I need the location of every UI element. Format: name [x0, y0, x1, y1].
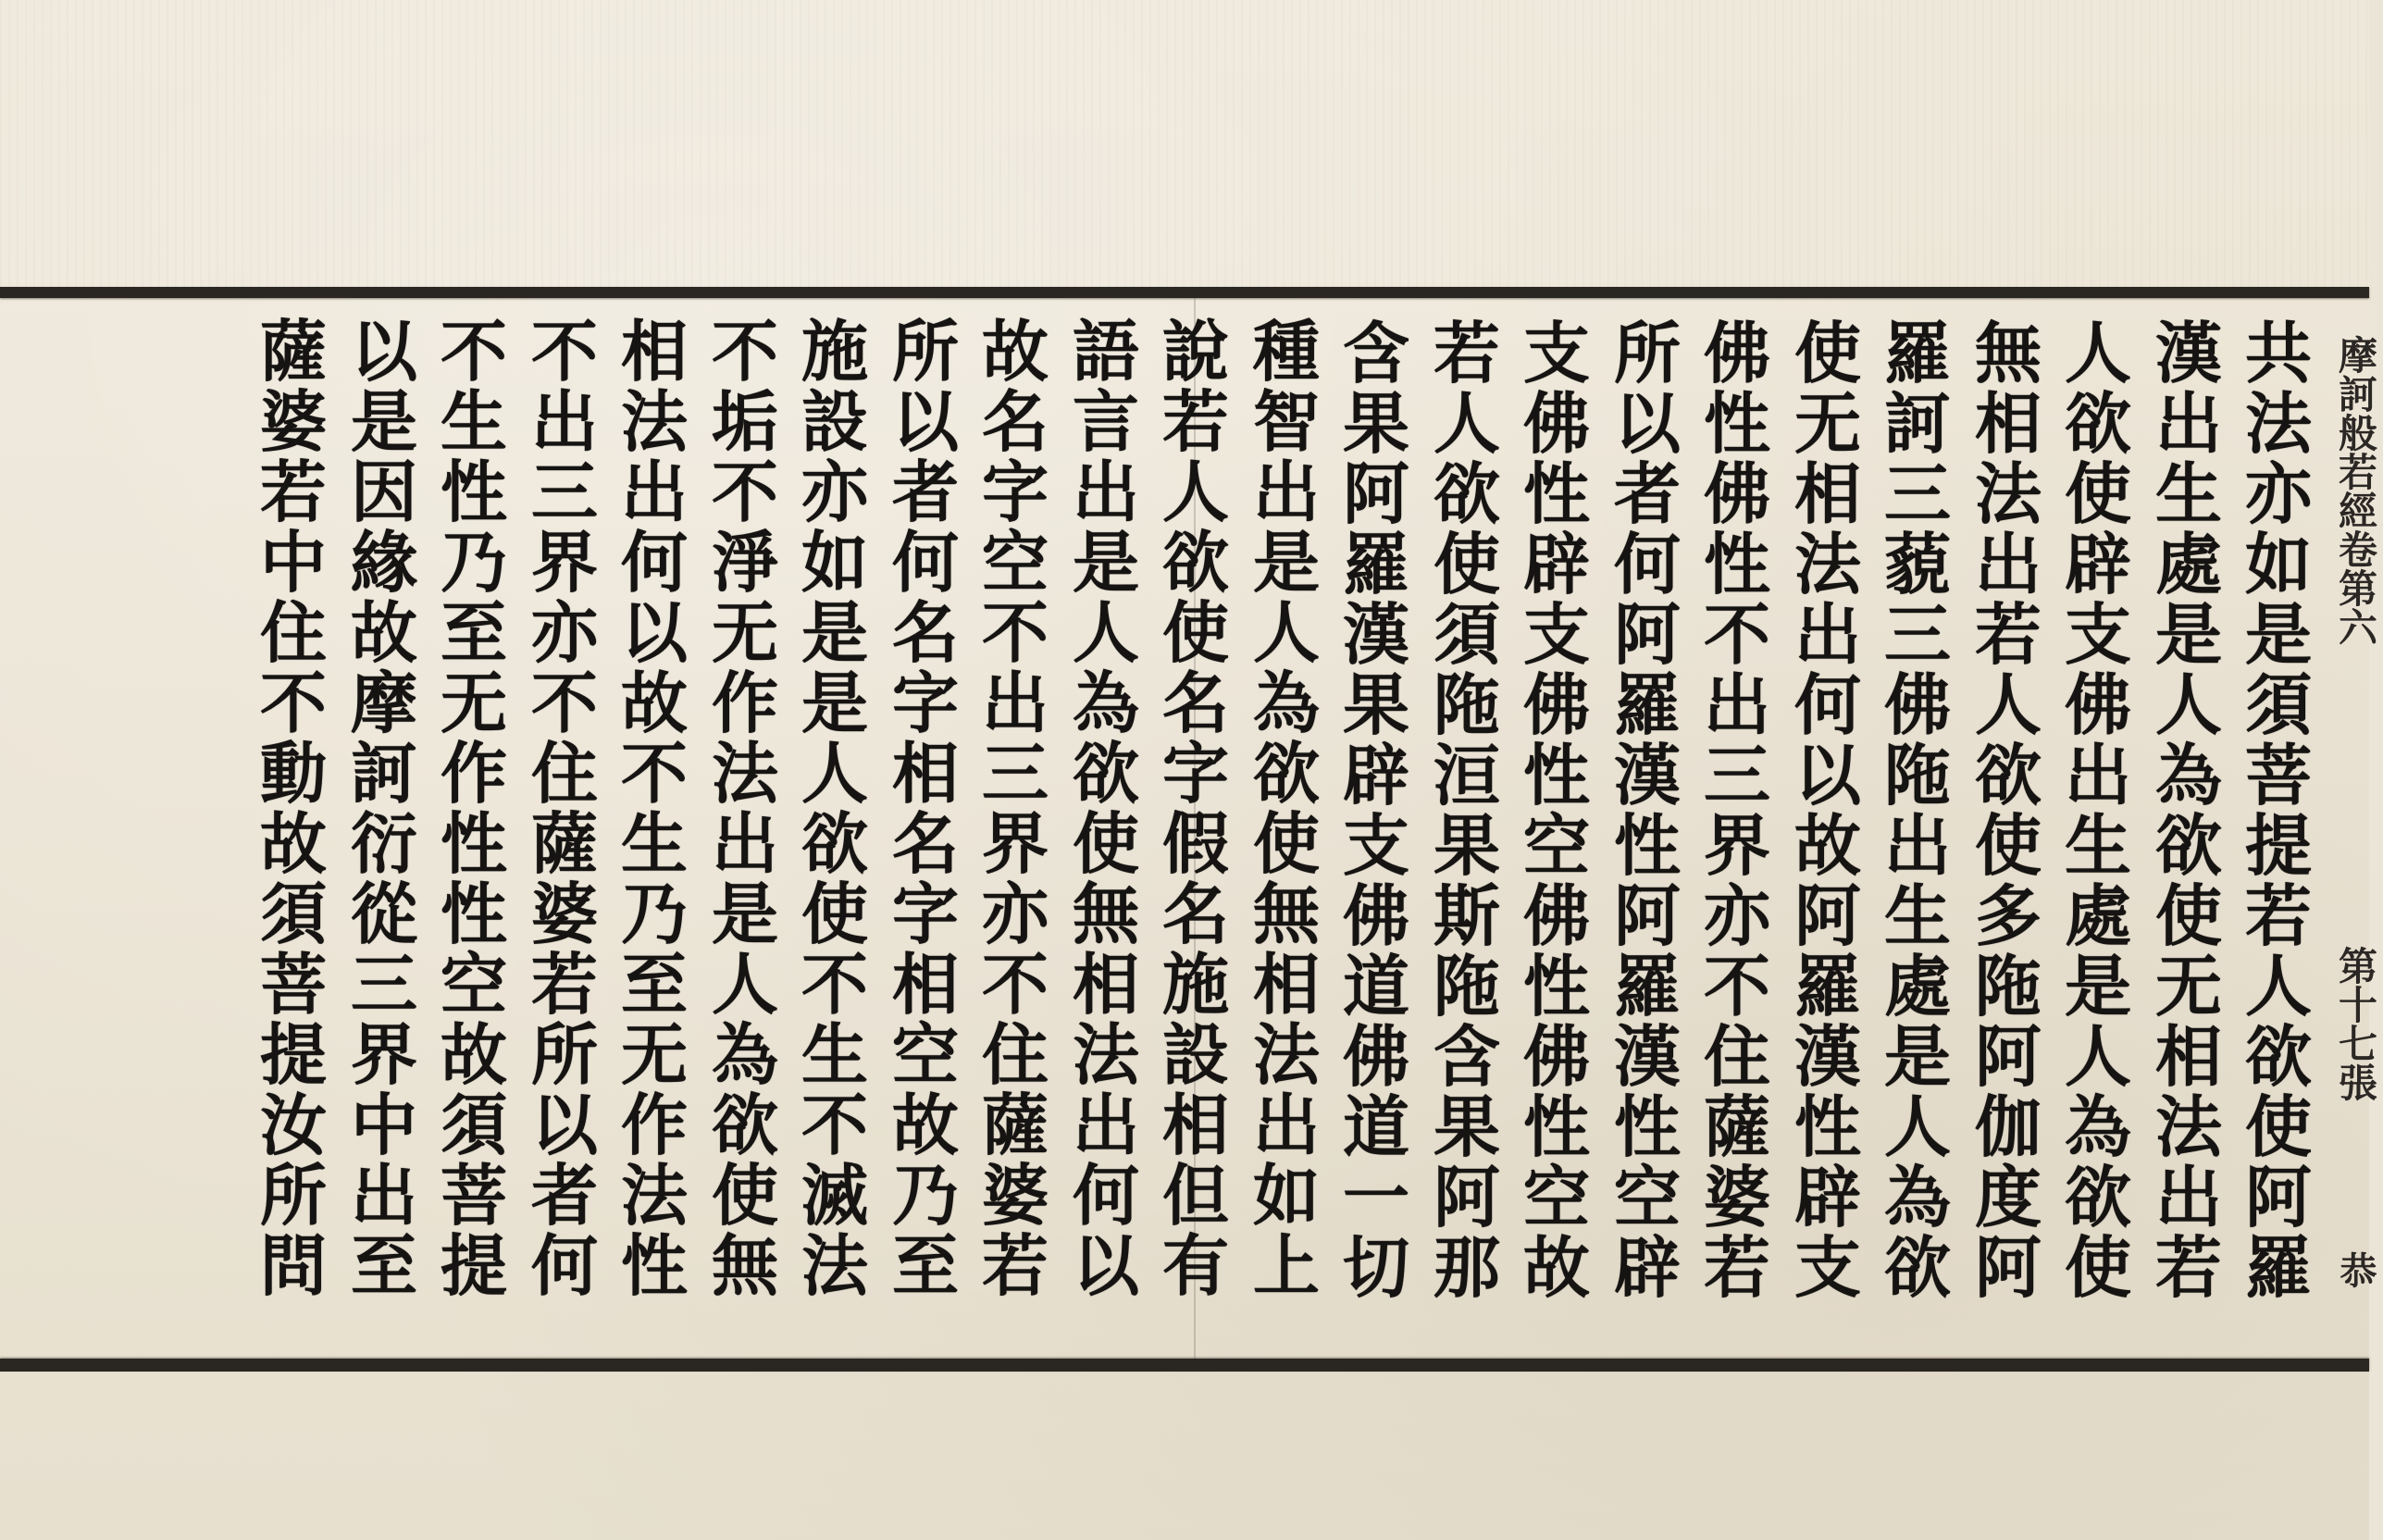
text-column: 支 佛 性 辟 支 佛 性 空 佛 性 佛 性 空 故: [1522, 314, 1590, 1307]
text-column: 所 以 者 何 阿 羅 漢 性 阿 羅 漢 性 空 辟: [1613, 314, 1681, 1307]
text-column: 漢 出 生 處 是 人 為 欲 使 无 相 法 出 若: [2154, 314, 2222, 1307]
text-column: 人 欲 使 辟 支 佛 出 生 處 是 人 為 欲 使: [2064, 314, 2131, 1307]
text-column: 薩 婆 若 中 住 不 動 故 須 菩 提 汝 所 問: [259, 312, 327, 1305]
text-column: 佛 性 佛 性 不 出 三 界 亦 不 住 薩 婆 若: [1703, 314, 1770, 1307]
text-column: 所 以 者 何 名 字 相 名 字 相 空 故 乃 至: [891, 312, 959, 1305]
text-column: 種 智 出 是 人 為 欲 使 無 相 法 出 如 上: [1252, 312, 1320, 1305]
sutra-title: 摩訶般若經卷第六: [2333, 335, 2378, 646]
text-column: 相 法 出 何 以 故 不 生 乃 至 无 作 法 性: [620, 312, 688, 1305]
text-column: 不 生 性 乃 至 无 作 性 性 空 故 須 菩 提: [440, 312, 507, 1305]
text-column: 若 人 欲 使 須 陁 洹 果 斯 陁 含 果 阿 那: [1433, 314, 1500, 1307]
text-column: 以 是 因 緣 故 摩 訶 衍 從 三 界 中 出 至: [350, 312, 417, 1305]
text-column: 不 出 三 界 亦 不 住 薩 婆 若 所 以 者 何: [530, 312, 598, 1305]
text-block: [0, 298, 2378, 1359]
text-column: 含 果 阿 羅 漢 果 辟 支 佛 道 佛 道 一 切: [1342, 314, 1409, 1307]
sheet-number: 第十七張: [2333, 946, 2378, 1101]
text-column: 羅 訶 三 藐 三 佛 陁 出 生 處 是 人 為 欲: [1883, 314, 1951, 1307]
top-border-rule: [0, 287, 2369, 298]
upper-margin: [0, 0, 2369, 287]
text-column: 不 垢 不 淨 无 作 法 出 是 人 為 欲 使 無: [711, 312, 778, 1305]
text-column: 語 言 出 是 人 為 欲 使 無 相 法 出 何 以: [1072, 312, 1139, 1305]
text-column: 施 設 亦 如 是 是 人 欲 使 不 生 不 滅 法: [801, 312, 868, 1305]
margin-column: [2327, 335, 2383, 1353]
text-column: 無 相 法 出 若 人 欲 使 多 陁 阿 伽 度 阿: [1974, 314, 2042, 1307]
text-column: 使 无 相 法 出 何 以 故 阿 羅 漢 性 辟 支: [1793, 314, 1861, 1307]
bottom-border-rule: [0, 1359, 2369, 1372]
text-column: 共 法 亦 如 是 須 菩 提 若 人 欲 使 阿 羅: [2244, 314, 2312, 1307]
sheet-mark: 恭: [2334, 1251, 2377, 1288]
text-column: 故 名 字 空 不 出 三 界 亦 不 住 薩 婆 若: [981, 312, 1049, 1305]
text-column: 說 若 人 欲 使 名 字 假 名 施 設 相 但 有: [1161, 312, 1229, 1305]
